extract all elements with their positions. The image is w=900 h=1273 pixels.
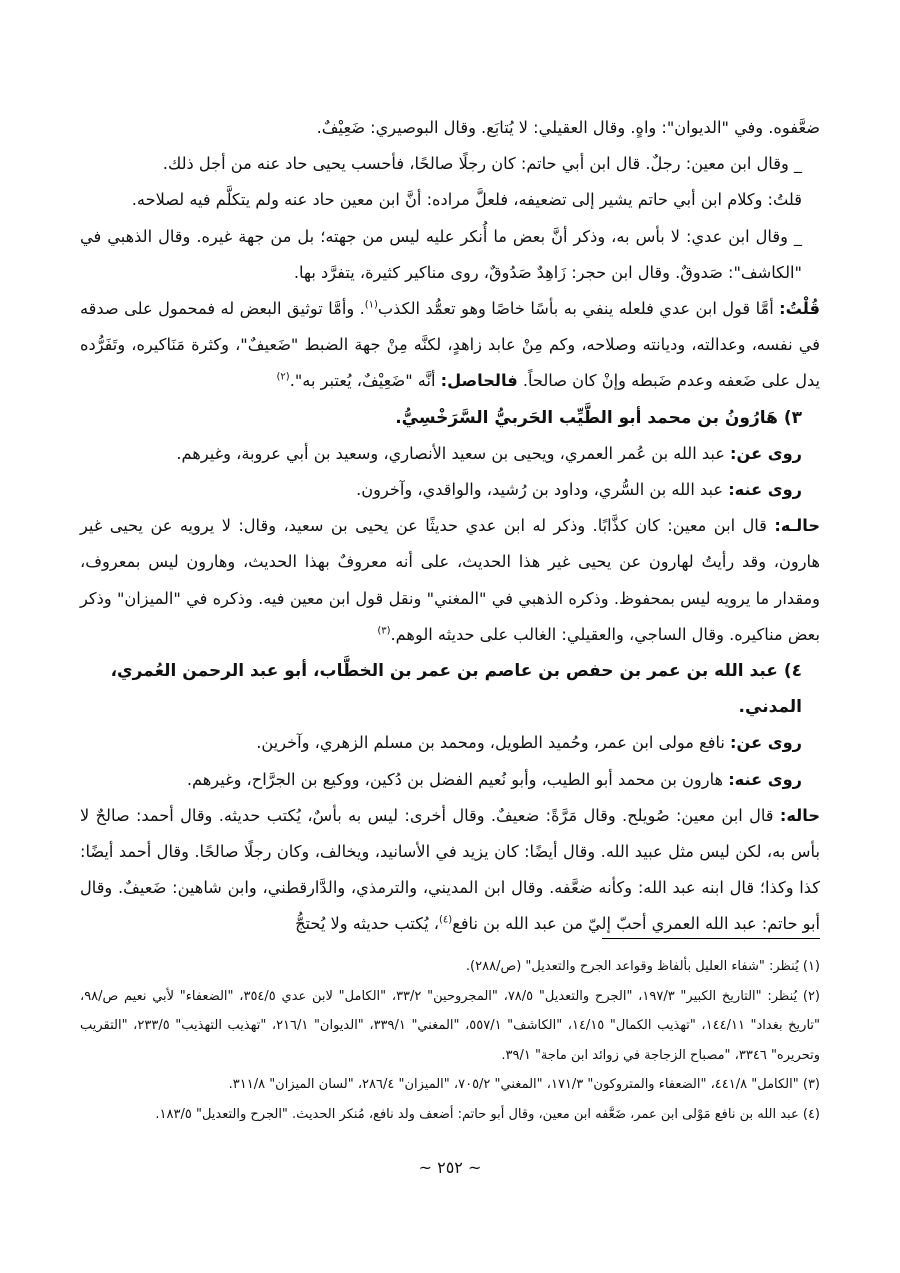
- paragraph: [80, 472, 820, 508]
- paragraph: _ وقال ابن معين: رجلٌ. قال ابن أبي حاتم: كان رجلًا صالحًا، فأحسب يحيى حاد عنه من أجل ذلك.: [162, 154, 802, 174]
- narrator-heading: ٣) هَارُونُ بن محمد أبو الطَّيِّب الحَربيُّ السَّرَخْسِيُّ.: [395, 407, 802, 428]
- text: نافع مولى ابن عمر، وحُميد الطويل، ومحمد بن مسلم الزهري، وآخرين.: [256, 733, 731, 753]
- label: روى عن:: [730, 443, 802, 463]
- footnote: (١) يُنظر: "شفاء العليل بألفاظ وقواعد الجرح والتعديل" (ص/٢٨٨).: [465, 959, 820, 974]
- main-text: [80, 110, 820, 943]
- text: قال ابن معين: كان كذَّابًا. وذكر له ابن عدي حديثًا عن يحيى بن سعيد، وقال: لا يرويه عن يحيى غير هارون، وقد رأيتُ لهارون عن يحيى غير هذا الحديث، على أنه معروفٌ بهذا الحديث، وهارون ليس بمعروف، ومقدار ما يرويه ليس بمحفوظ. وذكره الذهبي في "المغني" ونقل قول ابن معين فيه. وذكره في "الميزان" وذكر بعض مناكيره. وقال الساجي، والعقيلي: الغالب على حديثه الوهم.: [80, 516, 820, 644]
- paragraph: _ وقال ابن عدي: لا بأس به، وذكر أنَّ بعض ما أُنكر عليه ليس من جهته؛ بل من جهة غيره. وقال الذهبي في "الكاشف": صَدوقٌ. وقال ابن حجر: زَاهِدٌ صَدُوقٌ، روى مناكير كثيرة، يتفرَّد بها.: [80, 226, 802, 282]
- footnote: (٢) يُنظر: "التاريخ الكبير" ١٩٧/٣، "الجرح والتعديل" ٧٨/٥، "المجروحين" ٣٣/٢، "الكامل" لابن عدي ٣٥٤/٥، "الضعفاء" لأبي نعيم ص/٩٨، "تاريخ بغداد" ١٤٤/١١، "تهذيب الكمال" ١٤/١٥، "الكاشف" ٥٥٧/١، "المغني" ٣٣٩/١، "الديوان" ٢١٦/١، "تهذيب التهذيب" ٢٣٣/٥، "التقريب وتحريره" ٣٣٤٦، "مصباح الزجاجة في زوائد ابن ماجة" ٣٩/١.: [80, 988, 821, 1063]
- paragraph: [80, 798, 820, 943]
- text: قال ابن معين: صُويلح. وقال مَرَّةً: ضعيفٌ. وقال أخرى: ليس به بأسٌ، يُكتب حديثه. وقال أحمد: صالحٌ لا بأس به، لكن ليس مثل عبيد الله. وقال أيضًا: كان يزيد في الأسانيد، ويخالف، وكان رجلًا صالحًا. وقال أحمد أيضًا: كذا وكذا؛ قال ابنه عبد الله: وكأنه ضعَّفه. وقال ابن المديني، والترمذي، والدَّارقطني، وابن شاهين: ضَعيفٌ. وقال أبو حاتم: عبد الله العمري أحبّ إليّ من عبد الله بن نافع: [80, 805, 820, 934]
- label: قُلْتُ:: [779, 299, 820, 319]
- paragraph: [80, 508, 820, 653]
- footnote-ref[interactable]: (١): [364, 299, 378, 311]
- paragraph: [80, 762, 820, 798]
- label: روى عنه:: [728, 480, 802, 500]
- text: ، يُكتب حديثه ولا يُحتجُّ: [295, 914, 440, 934]
- text: عبد الله بن عُمر العمري، ويحيى بن سعيد الأنصاري، وسعيد بن أبي عروبة، وغيرهم.: [176, 443, 731, 463]
- label: روى عن:: [730, 733, 802, 753]
- label: روى عنه:: [728, 769, 802, 789]
- footnote-ref[interactable]: (٢): [276, 372, 290, 384]
- paragraph: قلتُ: وكلام ابن أبي حاتم يشير إلى تضعيفه، فلعلَّ مراده: أنَّ ابن معين حاد عنه ولم يتكلَّم فيه لصلاحه.: [131, 190, 802, 210]
- label: حاله:: [779, 805, 820, 825]
- footnotes: [80, 952, 820, 1129]
- text: هارون بن محمد أبو الطيب، وأبو نُعيم الفضل بن دُكين، ووكيع بن الجرَّاح، وغيرهم.: [186, 769, 729, 789]
- paragraph: ضعَّفوه. وفي "الديوان": واهٍ. وقال العقيلي: لا يُتابَع. وقال البوصيري: ضَعِيْفٌ.: [316, 118, 820, 137]
- narrator-heading: ٤) عبد الله بن عمر بن حفص بن عاصم بن عمر بن الخطَّاب، أبو عبد الرحمن العُمري، المدني.: [110, 661, 802, 718]
- footnote-ref[interactable]: (٣): [377, 625, 391, 637]
- paragraph: [80, 725, 820, 761]
- paragraph: [80, 436, 820, 472]
- footnote: (٣) "الكامل" ٤٤١/٨، "الضعفاء والمتروكون" ١٧١/٣، "المغني" ٧٠٥/٢، "الميزان" ٢٨٦/٤، "لسان الميزان" ٣١١/٨.: [228, 1077, 820, 1092]
- footnote-ref[interactable]: (٤): [439, 915, 453, 927]
- page-number: ~ ٢٥٢ ~: [418, 1158, 482, 1177]
- label: حالـه:: [774, 516, 820, 536]
- paragraph: [80, 291, 820, 400]
- text: أنَّه "ضَعِيْفٌ، يُعتبر به".: [289, 371, 441, 391]
- footnote-divider: [602, 938, 820, 939]
- text: أمَّا قول ابن عدي فلعله ينفي به بأسًا خاصًا وهو تعمُّد الكذب: [377, 299, 780, 319]
- label: فالحاصل:: [440, 371, 518, 391]
- text: . وأمَّا توثيق البعض له فمحمول على صدقه في نفسه، وعدالته، وديانته وصلاحه، وكم مِنْ عابد زاهدٍ، لكنَّه مِنْ جهة الضبط "ضَعيفٌ"، وكثرة مَنَاكيره، وتَفَرُّده يدل على ضَعفه وعدم ضَبطه وإنْ كان صالحاً.: [80, 299, 820, 391]
- footnote: (٤) عبد الله بن نافع مَوْلى ابن عمر، ضَعَّفه ابن معين، وقال أبو حاتم: أضعف ولد نافع، مُنكر الحديث. "الجرح والتعديل" ١٨٣/٥.: [155, 1106, 820, 1122]
- text: عبد الله بن السُّري، وداود بن رُشيد، والواقدي، وآخرون.: [356, 480, 729, 500]
